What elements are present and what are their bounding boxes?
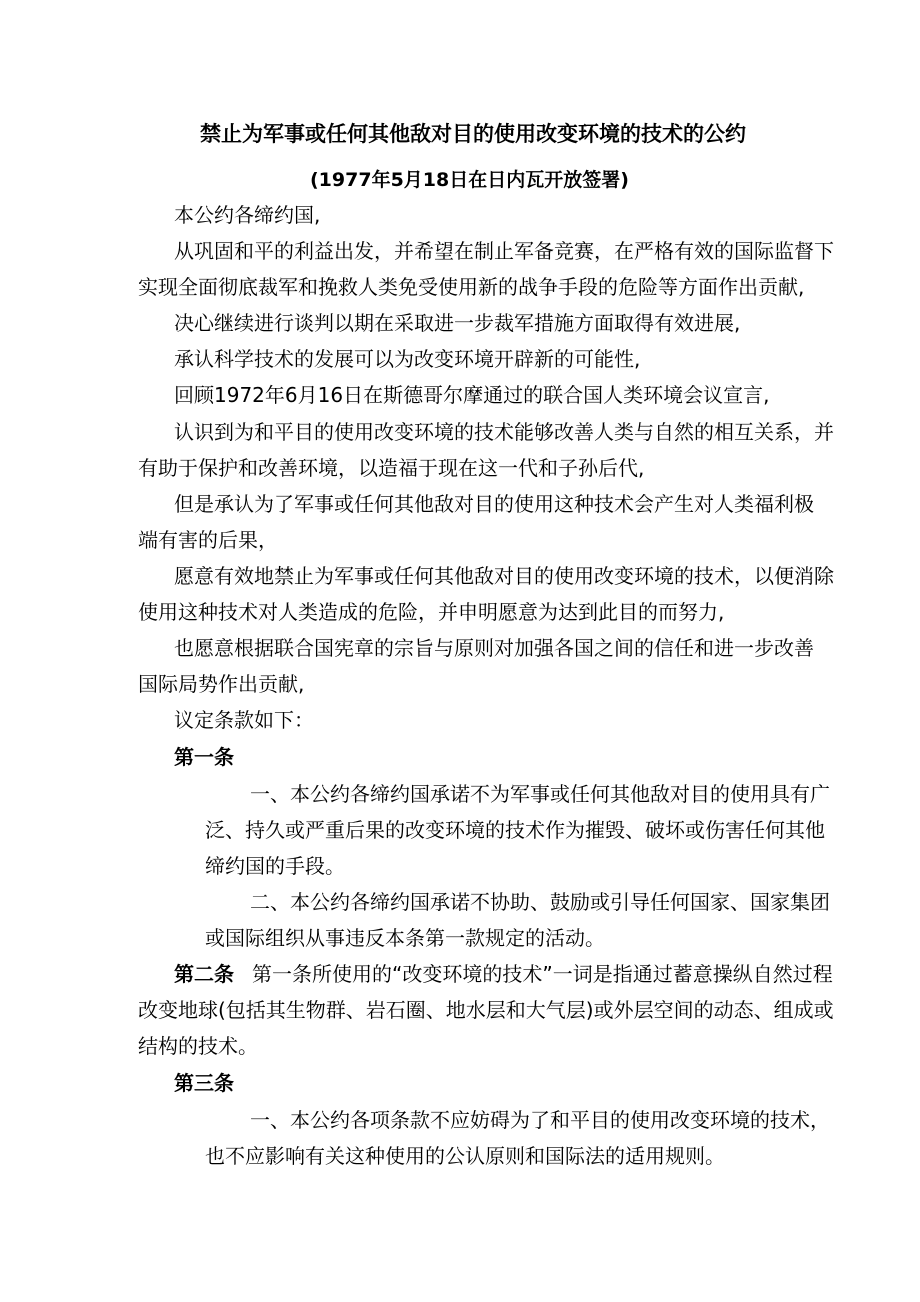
preamble-line: 实现全面彻底裁军和挽救人类免受使用新的战争手段的危险等方面作出贡献, — [138, 275, 805, 299]
article-2-line: 结构的技术。 — [138, 1034, 258, 1058]
article-1-line: 二、本公约各缔约国承诺不协助、鼓励或引导任何国家、国家集团 — [250, 890, 830, 914]
preamble-line: 从巩固和平的利益出发，并希望在制止军备竞赛，在严格有效的国际监督下 — [174, 239, 834, 263]
preamble-line: 有助于保护和改善环境，以造福于现在这一代和子孙后代, — [138, 456, 645, 480]
document-subtitle: (1977年5月18日在日内瓦开放签署) — [310, 169, 629, 191]
document-title: 禁止为军事或任何其他敌对目的使用改变环境的技术的公约 — [200, 122, 746, 146]
preamble-line: 使用这种技术对人类造成的危险，并申明愿意为达到此目的而努力, — [138, 600, 725, 624]
article-1-line: 或国际组织从事违反本条第一款规定的活动。 — [205, 926, 605, 950]
preamble-line: 决心继续进行谈判以期在采取进一步裁军措施方面取得有效进展, — [174, 311, 741, 335]
article-1-heading: 第一条 — [174, 745, 234, 769]
preamble-line: 端有害的后果， — [138, 528, 278, 552]
preamble-line: 也愿意根据联合国宪章的宗旨与原则对加强各国之间的信任和进一步改善 — [174, 636, 814, 660]
preamble-line: 本公约各缔约国, — [174, 203, 321, 227]
preamble-line: 国际局势作出贡献, — [138, 672, 305, 696]
article-2-line: 改变地球(包括其生物群、岩石圈、地水层和大气层)或外层空间的动态、组成或 — [138, 998, 834, 1022]
preamble-line: 回顾1972年6月16日在斯德哥尔摩通过的联合国人类环境会议宣言, — [174, 383, 770, 407]
article-2-heading: 第二条 — [174, 962, 234, 986]
article-1-line: 一、本公约各缔约国承诺不为军事或任何其他敌对目的使用具有广 — [250, 782, 830, 806]
article-3-line: 也不应影响有关这种使用的公认原则和国际法的适用规则。 — [205, 1144, 725, 1168]
preamble-line: 议定条款如下： — [174, 708, 314, 732]
article-1-line: 泛、持久或严重后果的改变环境的技术作为摧毁、破坏或伤害任何其他 — [205, 818, 825, 842]
article-2-line: 第一条所使用的“改变环境的技术”一词是指通过蓄意操纵自然过程 — [252, 962, 833, 986]
article-1-line: 缔约国的手段。 — [205, 854, 345, 878]
preamble-line: 承认科学技术的发展可以为改变环境开辟新的可能性, — [174, 347, 641, 371]
preamble-line: 认识到为和平目的使用改变环境的技术能够改善人类与自然的相互关系，并 — [174, 420, 834, 444]
preamble-line: 愿意有效地禁止为军事或任何其他敌对目的使用改变环境的技术，以便消除 — [174, 564, 834, 588]
preamble-line: 但是承认为了军事或任何其他敌对目的使用这种技术会产生对人类福利极 — [174, 492, 814, 516]
article-3-line: 一、本公约各项条款不应妨碍为了和平目的使用改变环境的技术， — [250, 1108, 830, 1132]
article-3-heading: 第三条 — [174, 1071, 234, 1095]
